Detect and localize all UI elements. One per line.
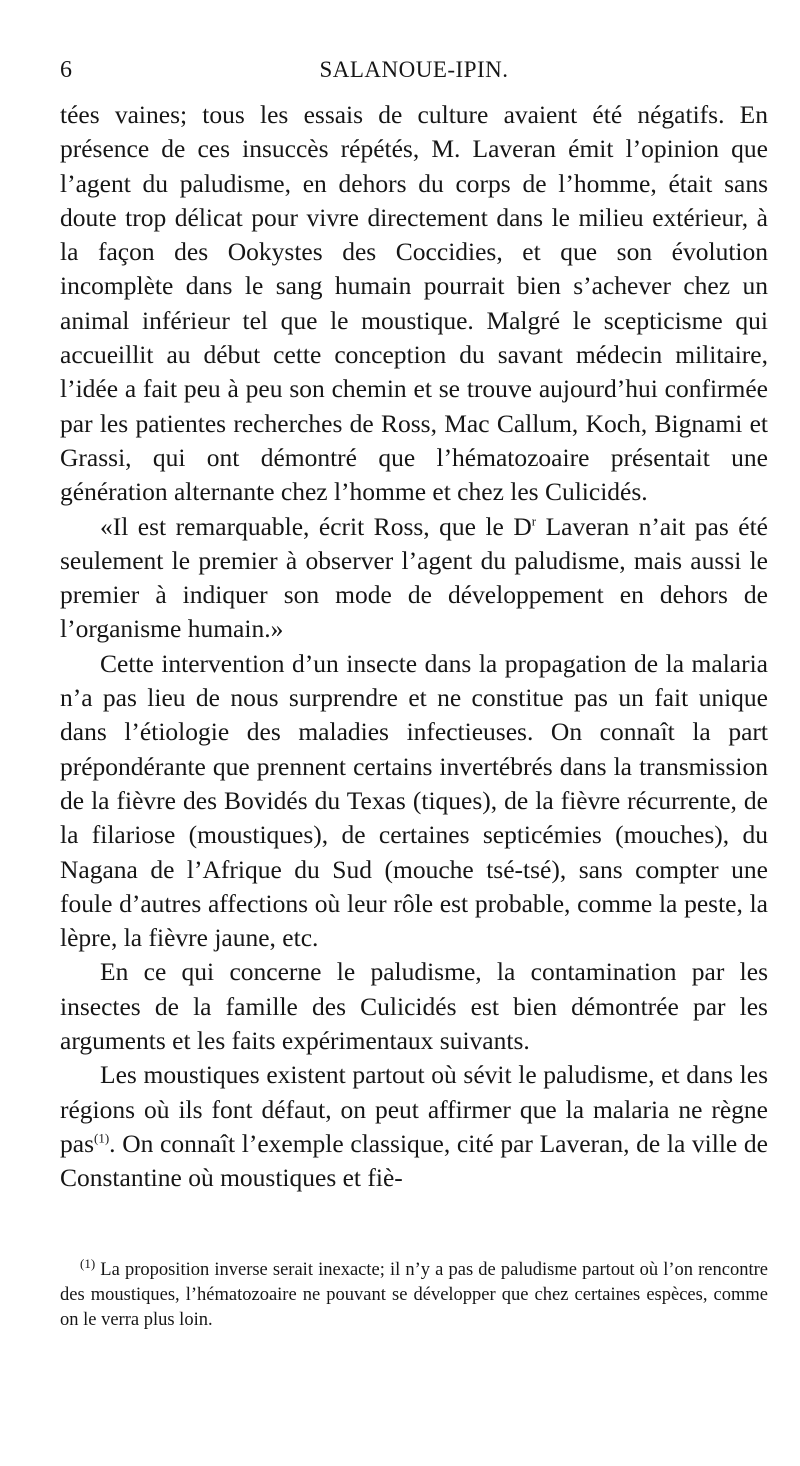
paragraph-text: Les moustiques existent partout où sévit le paludisme, et dans les régions où ils font défaut, on peut affirmer que la malaria ne règne pas [60,1060,768,1158]
footnote-marker: (1) [80,1255,96,1271]
paragraph-quote [60,510,768,647]
paragraph-text: Laveran n’ait pas été seulement le premier à observer l’agent du paludisme, mais aussi le premier à indiquer son mode de développement en dehors de l’organisme humain.» [60,511,768,644]
running-head: SALANOUE-IPIN. [319,57,509,82]
body-text [60,98,768,1196]
footnote [60,1255,768,1333]
footnote-text: La proposition inverse serait inexacte; il n’y a pas de paludisme partout où l’on rencontre des moustiques, l’hématozoaire ne pouvant se développer que chez certaines espèces, comme on le verra plus loin. [60,1260,768,1330]
paragraph-with-note [60,1058,768,1195]
footnote-reference: (1) [94,1130,110,1146]
paragraph-text: «Il est remarquable, écrit Ross, que le D [100,511,532,541]
paragraph: En ce qui concerne le paludisme, la contamination par les insectes de la famille des Culicidés est bien démontrée par les arguments et les faits expérimentaux suivants. [60,957,768,1056]
page-number: 6 [60,57,72,83]
page-header [60,54,768,86]
paragraph: tées vaines; tous les essais de culture avaient été négatifs. En présence de ces insuccès répétés, M. Laveran émit l’opinion que l’agent du paludisme, en dehors du corps de l’homme, était sans doute trop délicat pour vivre directement dans le milieu extérieur, à la façon des Ookystes des Coccidies, et que son évolution incomplète dans le sang humain pourrait bien s’achever chez un animal inférieur tel que le moustique. Malgré le scepticisme qui accueillit au début cette conception du savant médecin militaire, l’idée a fait peu à peu son chemin et se trouve aujourd’hui confirmée par les patientes recherches de Ross, Mac Callum, Koch, Bignami et Grassi, qui ont démontré que l’hématozoaire présentait une génération alternante chez l’homme et chez les Culicidés. [60,100,768,507]
footnotes [60,1255,768,1333]
paragraph-text: . On connaît l’exemple classique, cité par Laveran, de la ville de Constantine où moustiques et fiè- [60,1128,768,1193]
paragraph: Cette intervention d’un insecte dans la propagation de la malaria n’a pas lieu de nous surprendre et ne constitue pas un fait unique dans l’étiologie des maladies infectieuses. On connaît la part prépondérante que prennent certains invertébrés dans la transmission de la fièvre des Bovidés du Texas (tiques), de la fièvre récurrente, de la filariose (moustiques), de certaines septicémies (mouches), du Nagana de l’Afrique du Sud (mouche tsé-tsé), sans compter une foule d’autres affections où leur rôle est probable, comme la peste, la lèpre, la fièvre jaune, etc. [60,648,768,953]
superscript: r [531,513,537,529]
